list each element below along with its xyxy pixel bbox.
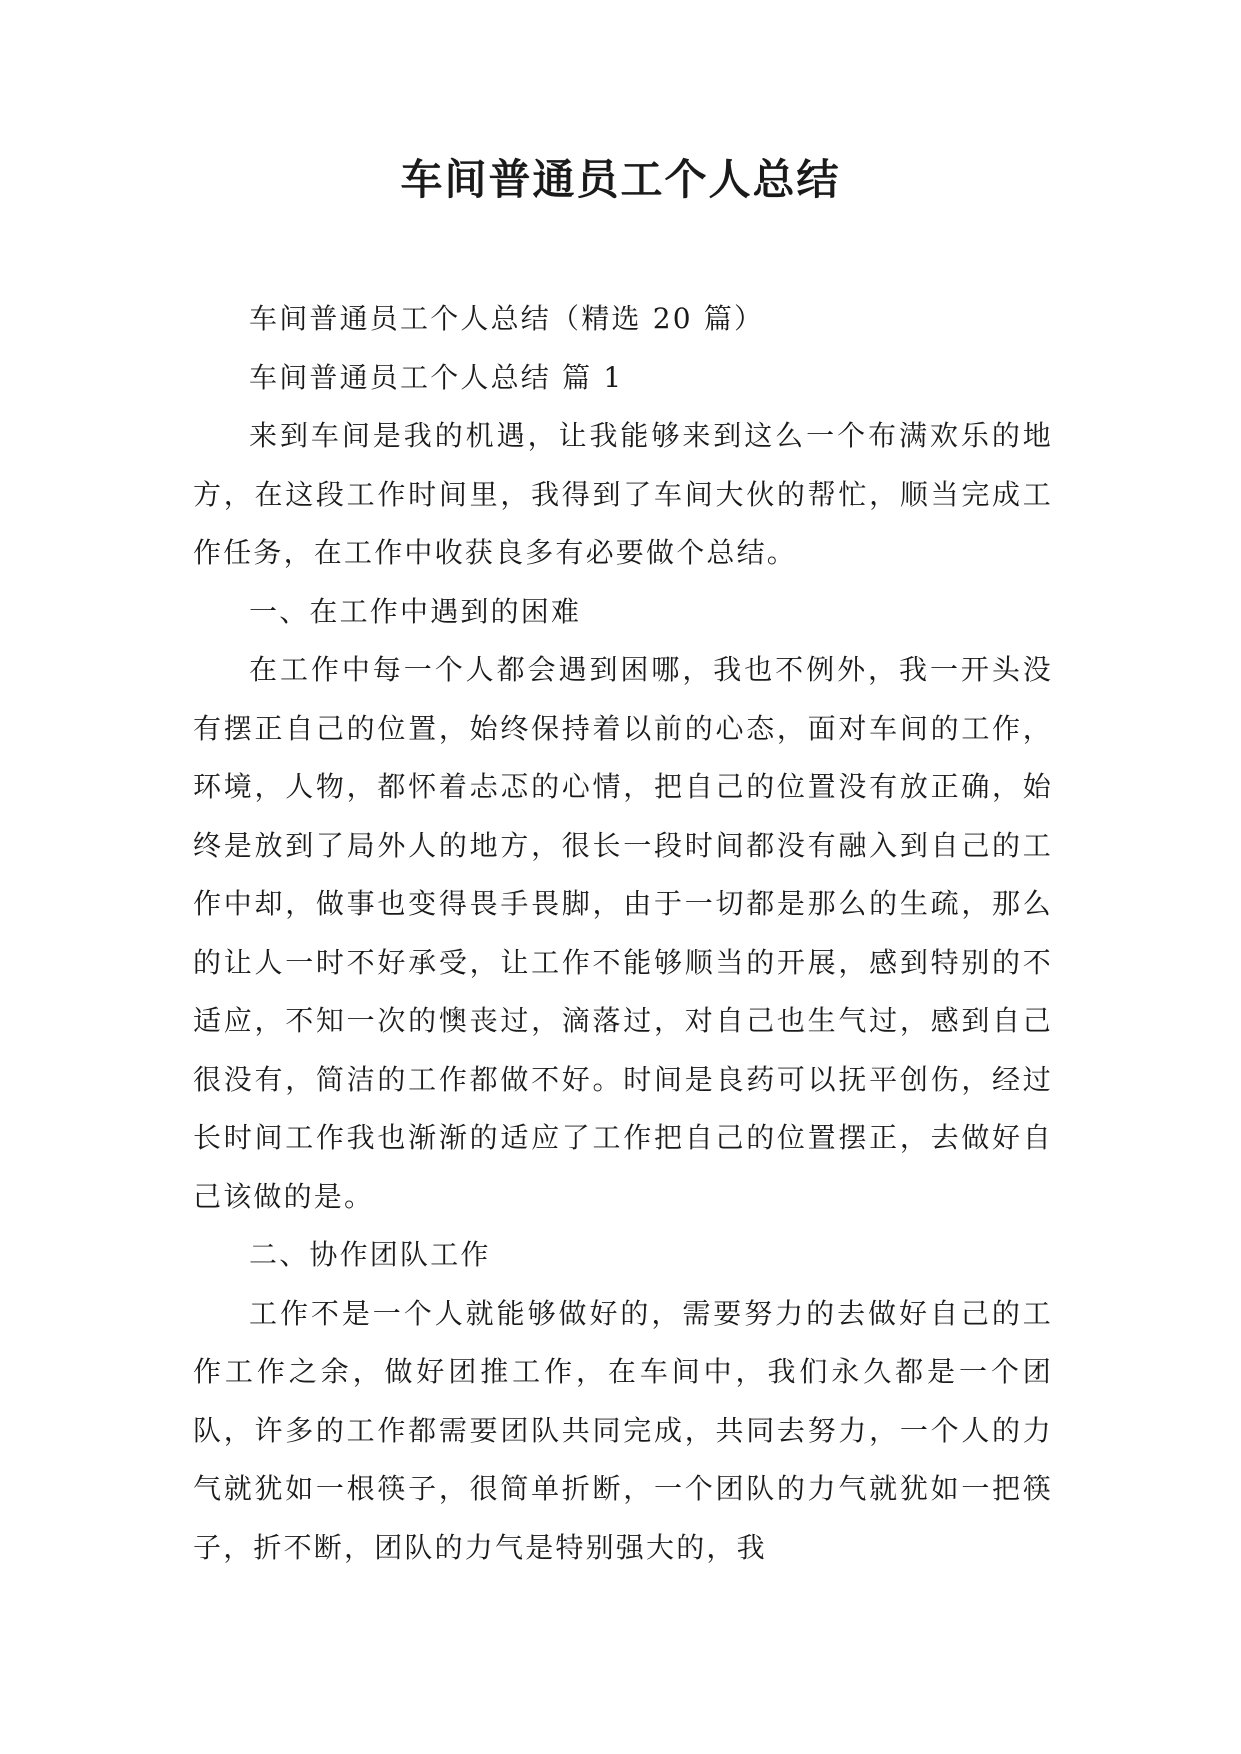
- paragraph-intro: 来到车间是我的机遇，让我能够来到这么一个布满欢乐的地方，在这段工作时间里，我得到了车间大伙的帮忙，顺当完成工作任务，在工作中收获良多有必要做个总结。: [193, 419, 1053, 569]
- paragraph-teamwork: 工作不是一个人就能够做好的，需要努力的去做好自己的工作工作之余，做好团推工作，在车间中，我们永久都是一个团队，许多的工作都需要团队共同完成，共同去努力，一个人的力气就犹如一根筷子，很简单折断，一个团队的力气就犹如一把筷子，折不断，团队的力气是特别强大的，我: [193, 1296, 1053, 1564]
- paragraph-heading-teamwork: 二、协作团队工作: [249, 1238, 491, 1271]
- document-title: 车间普通员工个人总结: [400, 155, 841, 204]
- paragraph-section-heading: 车间普通员工个人总结 篇 1: [249, 360, 624, 394]
- paragraph-difficulties: 在工作中每一个人都会遇到困哪，我也不例外，我一开头没有摆正自己的位置，始终保持着以前的心态，面对车间的工作，环境，人物，都怀着忐忑的心情，把自己的位置没有放正确，始终是放到了局外人的地方，很长一段时间都没有融入到自己的工作中却，做事也变得畏手畏脚，由于一切都是那么的生疏，那么的让人一时不好承受，让工作不能够顺当的开展，感到特别的不适应，不知一次的懊丧过，滴落过，对自己也生气过，感到自己很没有，简洁的工作都做不好。时间是良药可以抚平创伤，经过长时间工作我也渐渐的适应了工作把自己的位置摆正，去做好自己该做的是。: [193, 653, 1053, 1213]
- paragraph-heading-difficulties: 一、在工作中遇到的困难: [249, 594, 582, 628]
- paragraph-subtitle: 车间普通员工个人总结（精选 20 篇）: [249, 302, 765, 335]
- document-body: [193, 290, 1053, 1577]
